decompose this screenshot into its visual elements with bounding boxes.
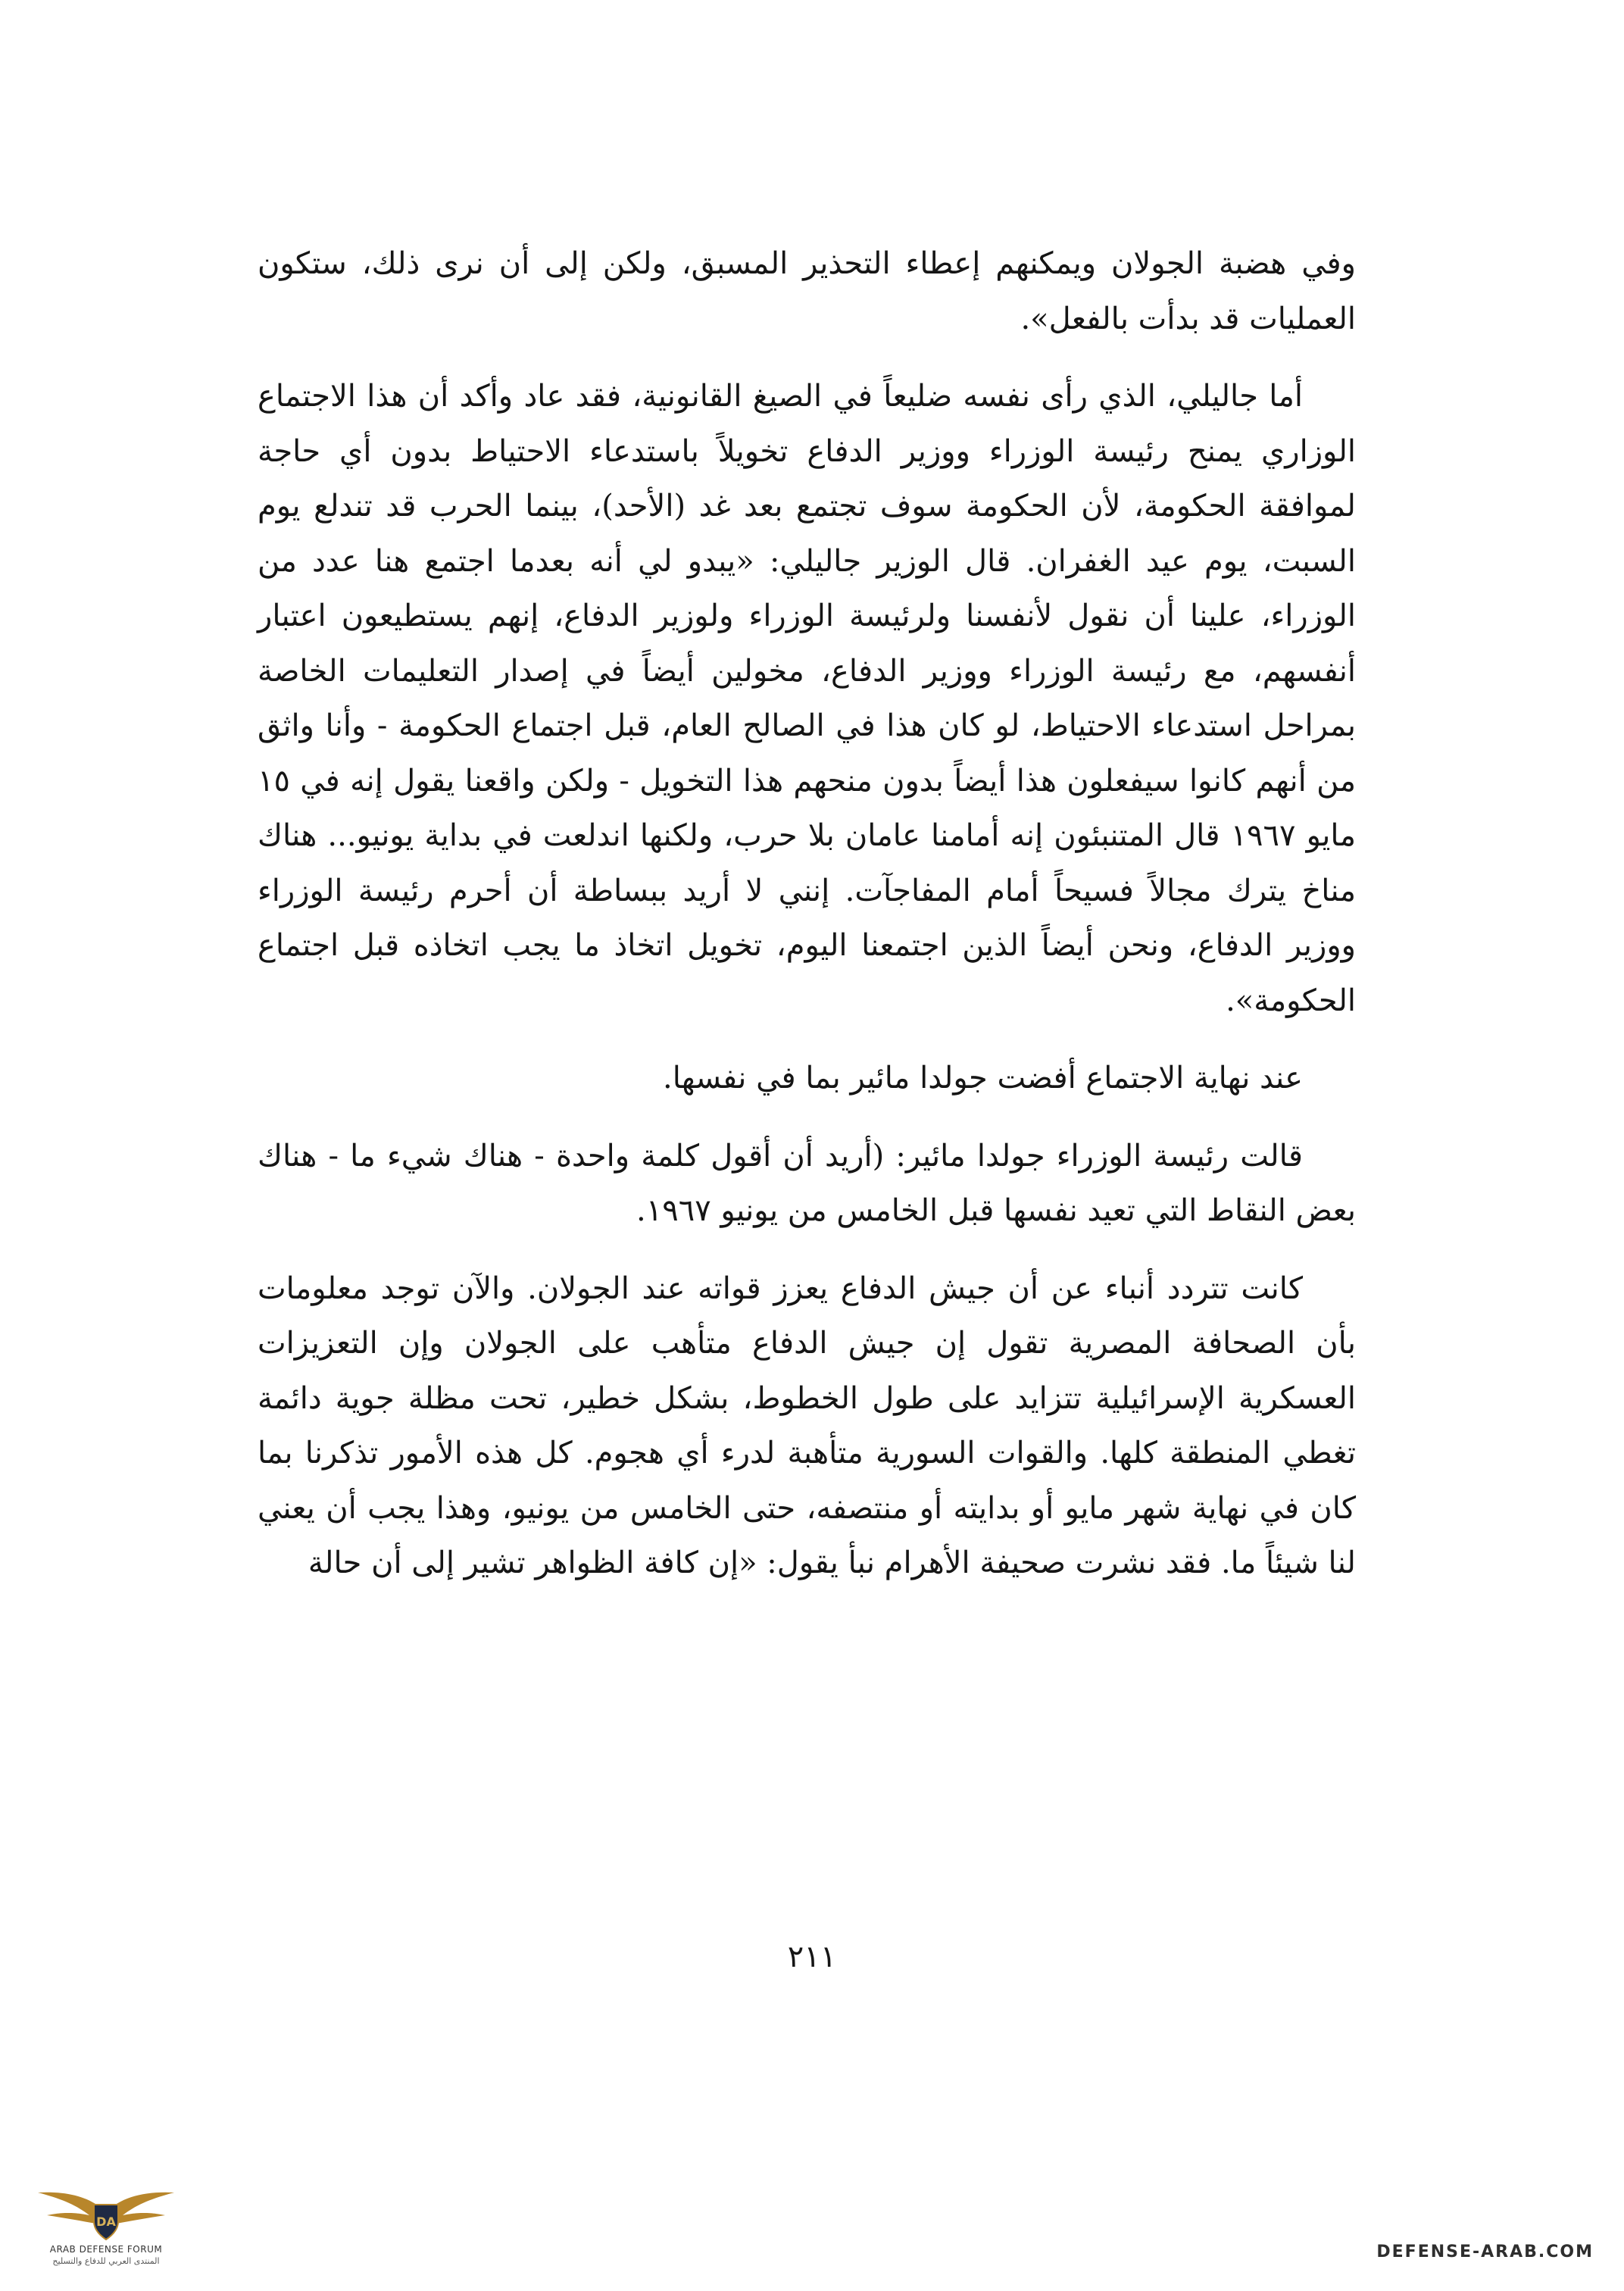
paragraph-1: وفي هضبة الجولان ويمكنهم إعطاء التحذير المسبق، ولكن إلى أن نرى ذلك، ستكون العمليات قد بدأت بالفعل». xyxy=(258,246,1356,336)
paragraph-5: كانت تتردد أنباء عن أن جيش الدفاع يعزز قواته عند الجولان. والآن توجد معلومات بأن الصحافة المصرية تقول إن جيش الدفاع متأهب على الجولان وإن التعزيزات العسكرية الإسرائيلية تتزايد على طول الخطوط، بشكل خطير، تحت مظلة جوية دائمة تغطي المنطقة كلها. والقوات السورية متأهبة لدرء أي هجوم. كل هذه الأمور تذكرنا بما كان في نهاية شهر مايو أو بدايته أو منتصفه، حتى الخامس من يونيو، وهذا يجب أن يعني لنا شيئاً ما. فقد نشرت صحيفة الأهرام نبأ يقول: «إن كافة الظواهر تشير إلى أن حالة xyxy=(258,1271,1356,1580)
svg-text:DA: DA xyxy=(96,2214,116,2229)
paragraph-2: أما جاليلي، الذي رأى نفسه ضليعاً في الصيغ القانونية، فقد عاد وأكد أن هذا الاجتماع الوزاري يمنح رئيسة الوزراء ووزير الدفاع تخويلاً باستدعاء الاحتياط بدون أي حاجة لموافقة الحكومة، لأن الحكومة سوف تجتمع بعد غد (الأحد)، بينما الحرب قد تندلع يوم السبت، يوم عيد الغفران. قال الوزير جاليلي: «يبدو لي أنه بعدما اجتمع هنا عدد من الوزراء، علينا أن نقول لأنفسنا ولرئيسة الوزراء ولوزير الدفاع، إنهم يستطيعون اعتبار أنفسهم، مع رئيسة الوزراء ووزير الدفاع، مخولين أيضاً في إصدار التعليمات الخاصة بمراحل استدعاء الاحتياط، لو كان هذا في الصالح العام، قبل اجتماع الحكومة - وأنا واثق من أنهم كانوا سيفعلون هذا أيضاً بدون منحهم هذا التخويل - ولكن واقعنا يقول إنه في ١٥ مايو ١٩٦٧ قال المتنبئون إنه أمامنا عامان بلا حرب، ولكنها اندلعت في بداية يونيو... هناك مناخ يترك مجالاً فسيحاً أمام المفاجآت. إنني لا أريد ببساطة أن أحرم رئيسة الوزراء ووزير الدفاع، ونحن أيضاً الذين اجتمعنا اليوم، تخويل اتخاذ ما يجب اتخاذه قبل اجتماع الحكومة». xyxy=(258,379,1357,1018)
logo-subtitle: المنتدى العربي للدفاع والتسليح xyxy=(52,2256,160,2266)
page-number: ٢١١ xyxy=(787,1939,837,1974)
logo-title: ARAB DEFENSE FORUM xyxy=(49,2244,163,2255)
forum-logo xyxy=(30,2182,182,2280)
winged-emblem-icon xyxy=(30,2182,182,2243)
paragraph-4: قالت رئيسة الوزراء جولدا مائير: (أريد أن أقول كلمة واحدة - هناك شيء ما - هناك بعض النقاط التي تعيد نفسها قبل الخامس من يونيو ١٩٦٧. xyxy=(258,1138,1356,1228)
paragraph-3: عند نهاية الاجتماع أفضت جولدا مائير بما في نفسها. xyxy=(663,1061,1303,1095)
site-watermark: DEFENSE-ARAB.COM xyxy=(1376,2243,1594,2261)
body-text xyxy=(258,236,1356,1614)
